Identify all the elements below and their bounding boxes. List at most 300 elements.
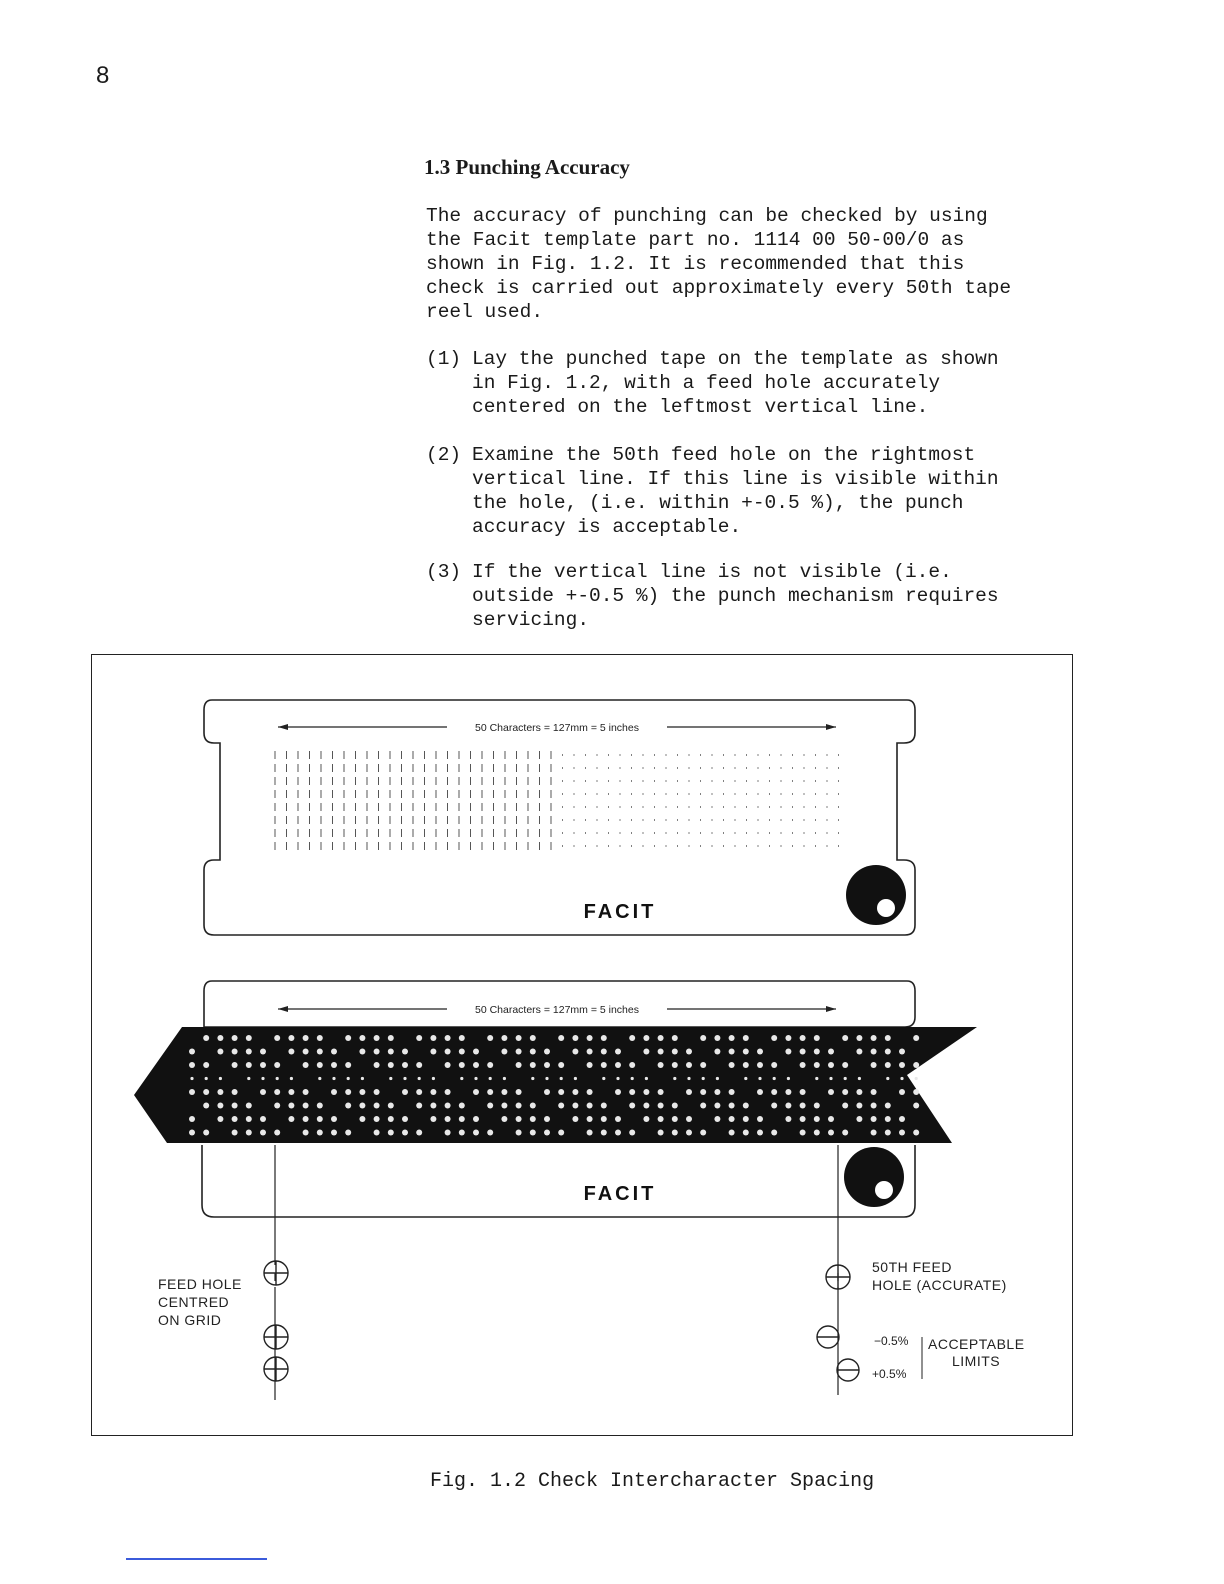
tape-hole [530,1049,536,1055]
tape-hole [260,1062,266,1068]
tape-hole [232,1035,238,1041]
tape-hole [374,1130,380,1136]
fiftieth-hole-label: 50TH FEED [872,1259,952,1275]
tape-hole [189,1130,195,1136]
tape-hole [771,1089,777,1095]
intro-line: shown in Fig. 1.2. It is recommended that this [426,253,965,275]
tape-hole [473,1049,479,1055]
step-line: Lay the punched tape on the template as shown [472,348,999,370]
tape-hole [714,1089,720,1095]
tape-hole [402,1062,408,1068]
tape-hole [501,1089,507,1095]
tape-hole [587,1089,593,1095]
punched-tape [134,1027,977,1143]
tape-hole [771,1035,777,1041]
tape-hole [700,1062,706,1068]
tape-hole [814,1130,820,1136]
tape-hole [558,1035,564,1041]
tape-hole [572,1089,578,1095]
tape-hole [601,1103,607,1109]
tape-hole [459,1062,465,1068]
tape-hole [899,1089,905,1095]
tape-hole [416,1062,422,1068]
tape-hole [189,1116,195,1122]
tape-hole [785,1089,791,1095]
tape-hole [587,1049,593,1055]
tape-hole [260,1089,266,1095]
tape-hole [687,1077,690,1080]
tape-hole [219,1077,222,1080]
tape-hole [785,1116,791,1122]
tape-hole [530,1116,536,1122]
tape-hole [290,1077,293,1080]
tape-hole [388,1049,394,1055]
tape-hole [743,1116,749,1122]
tape-hole [388,1062,394,1068]
tape-hole [856,1089,862,1095]
step-number: (3) [426,561,462,583]
tape-hole [388,1103,394,1109]
tape-hole [430,1049,436,1055]
tape-hole [643,1116,649,1122]
feed-hole-label: ON GRID [158,1312,222,1328]
tape-hole [474,1077,477,1080]
tape-hole [771,1130,777,1136]
tape-hole [203,1130,209,1136]
tape-hole [716,1077,719,1080]
tape-hole [274,1062,280,1068]
tape-hole [388,1116,394,1122]
tape-hole [303,1130,309,1136]
tape-hole [359,1035,365,1041]
tape-hole [489,1077,492,1080]
tape-hole [317,1103,323,1109]
step-line: servicing. [472,609,590,631]
tape-hole [558,1130,564,1136]
step-line: Examine the 50th feed hole on the rightmost [472,444,976,466]
tape-hole [757,1116,763,1122]
tape-hole [246,1116,252,1122]
tape-hole [700,1035,706,1041]
minus-limit-symbol-icon [817,1326,839,1348]
tape-hole [814,1035,820,1041]
tape-hole [828,1049,834,1055]
tape-hole [814,1049,820,1055]
tape-hole [615,1062,621,1068]
tape-hole [842,1103,848,1109]
tape-hole [815,1077,818,1080]
tape-hole [217,1103,223,1109]
tape-hole [459,1130,465,1136]
tape-hole [871,1049,877,1055]
tape-hole [842,1089,848,1095]
tape-hole [700,1130,706,1136]
tape-hole [530,1130,536,1136]
tape-hole [402,1089,408,1095]
tape-hole [899,1062,905,1068]
tape-hole [686,1049,692,1055]
tape-hole [516,1049,522,1055]
tape-hole [317,1049,323,1055]
tape-hole [487,1103,493,1109]
tape-hole [744,1077,747,1080]
tape-hole [913,1089,919,1095]
tape-hole [331,1089,337,1095]
tape-hole [332,1077,335,1080]
tape-hole [629,1062,635,1068]
intro-line: reel used. [426,301,544,323]
tape-hole [359,1103,365,1109]
tape-hole [729,1062,735,1068]
tape-hole [757,1089,763,1095]
tape-hole [714,1116,720,1122]
tape-hole [800,1062,806,1068]
tape-hole [856,1116,862,1122]
tape-hole [871,1035,877,1041]
step-number: (2) [426,444,462,466]
tape-hole [913,1103,919,1109]
tape-hole [189,1089,195,1095]
tape-hole [616,1077,619,1080]
tape-hole [885,1049,891,1055]
tape-hole [856,1049,862,1055]
tape-hole [402,1130,408,1136]
tape-hole [403,1077,406,1080]
tape-hole [274,1089,280,1095]
tape-hole [587,1062,593,1068]
tape-hole [303,1049,309,1055]
tape-hole [714,1035,720,1041]
tape-hole [814,1116,820,1122]
template-grid [275,751,839,850]
fiftieth-hole-symbol-icon [826,1265,850,1289]
tape-hole [572,1049,578,1055]
tape-hole [430,1035,436,1041]
tape-hole [757,1062,763,1068]
tape-hole [602,1077,605,1080]
tape-hole [445,1130,451,1136]
tape-hole [544,1116,550,1122]
tape-hole [388,1035,394,1041]
tape-hole [601,1130,607,1136]
tape-hole [899,1130,905,1136]
tape-hole [587,1130,593,1136]
tape-hole [885,1035,891,1041]
tape-hole [501,1103,507,1109]
tape-hole [758,1077,761,1080]
tape-hole [900,1077,903,1080]
tape-hole [601,1116,607,1122]
tape-hole [530,1062,536,1068]
tape-hole [601,1049,607,1055]
feed-hole-label: CENTRED [158,1294,230,1310]
tape-hole [615,1089,621,1095]
tape-hole [544,1130,550,1136]
tape-hole [672,1049,678,1055]
tape-hole [459,1035,465,1041]
tape-hole [317,1062,323,1068]
tape-hole [558,1062,564,1068]
tape-hole [374,1089,380,1095]
tape-hole [658,1130,664,1136]
tape-hole [205,1077,208,1080]
step-line: the hole, (i.e. within +-0.5 %), the punch [472,492,964,514]
tape-hole [673,1077,676,1080]
tape-hole [460,1077,463,1080]
section-title: 1.3 Punching Accuracy [424,155,630,179]
tape-hole [702,1077,705,1080]
tape-hole [232,1103,238,1109]
tape-hole [771,1103,777,1109]
tape-hole [757,1130,763,1136]
tape-hole [203,1062,209,1068]
tape-hole [317,1116,323,1122]
tape-hole [416,1103,422,1109]
tape-hole [800,1130,806,1136]
tape-hole [560,1077,563,1080]
tape-hole [743,1035,749,1041]
feed-hole-label: FEED HOLE [158,1276,242,1292]
step-line: in Fig. 1.2, with a feed hole accurately [472,372,941,394]
tape-hole [856,1035,862,1041]
acceptable-limits-label: ACCEPTABLE [928,1336,1025,1352]
knob-icon [846,865,906,925]
tape-hole [871,1103,877,1109]
tape-hole [288,1103,294,1109]
tape-hole [729,1049,735,1055]
tape-hole [743,1130,749,1136]
tape-hole [771,1062,777,1068]
tape-hole [885,1116,891,1122]
tape-hole [871,1089,877,1095]
tape-hole [501,1035,507,1041]
tape-hole [615,1130,621,1136]
tape-hole [913,1062,919,1068]
tape-hole [885,1130,891,1136]
tape-hole [345,1130,351,1136]
tape-hole [189,1062,195,1068]
tape-hole [686,1116,692,1122]
tape-hole [871,1116,877,1122]
tape-hole [785,1103,791,1109]
tape-hole [844,1077,847,1080]
tape-hole [388,1130,394,1136]
tape-hole [261,1077,264,1080]
tape-hole [303,1089,309,1095]
tape-hole [800,1035,806,1041]
plus-limit-label: +0.5% [872,1367,907,1381]
tape-hole [700,1103,706,1109]
tape-hole [558,1089,564,1095]
tape-hole [459,1049,465,1055]
tape-hole [416,1130,422,1136]
tape-hole [247,1077,250,1080]
tape-hole [246,1062,252,1068]
tape-hole [631,1077,634,1080]
figure-1-2 [91,654,1073,1436]
tape-hole [658,1035,664,1041]
tape-hole [643,1035,649,1041]
tape-hole [686,1130,692,1136]
tape-hole [828,1130,834,1136]
tape-hole [785,1035,791,1041]
tape-hole [246,1130,252,1136]
tape-hole [743,1103,749,1109]
tape-hole [459,1103,465,1109]
brand-logo: FACIT [583,901,657,923]
intro-paragraph [426,204,1046,324]
tape-hole [418,1077,421,1080]
intro-line: the Facit template part no. 1114 00 50-00/0 as [426,229,965,251]
feed-hole-symbol-icon [264,1261,288,1285]
tape-hole [487,1089,493,1095]
tape-hole [544,1062,550,1068]
tape-hole [516,1089,522,1095]
tape-hole [331,1062,337,1068]
tape-hole [274,1035,280,1041]
step-line: vertical line. If this line is visible within [472,468,999,490]
tape-hole [700,1089,706,1095]
tape-hole [232,1089,238,1095]
tape-hole [858,1077,861,1080]
tape-hole [842,1130,848,1136]
tape-hole [658,1116,664,1122]
template-outline-bottom-lower [202,1145,915,1217]
tape-hole [899,1049,905,1055]
tape-hole [445,1062,451,1068]
tape-hole [530,1035,536,1041]
tape-hole [686,1062,692,1068]
tape-hole [800,1089,806,1095]
tape-hole [601,1062,607,1068]
tape-hole [217,1049,223,1055]
tape-hole [601,1035,607,1041]
tape-hole [658,1049,664,1055]
tape-hole [246,1103,252,1109]
tape-hole [629,1103,635,1109]
tape-hole [899,1116,905,1122]
tape-hole [842,1035,848,1041]
tape-hole [842,1062,848,1068]
tape-hole [829,1077,832,1080]
tape-hole [430,1089,436,1095]
tape-hole [871,1130,877,1136]
tape-hole [516,1130,522,1136]
tape-hole [572,1103,578,1109]
tape-hole [885,1103,891,1109]
tape-hole [331,1049,337,1055]
tape-hole [672,1116,678,1122]
tape-hole [530,1103,536,1109]
tape-hole [729,1116,735,1122]
tape-hole [615,1049,621,1055]
tape-hole [885,1062,891,1068]
tape-hole [303,1116,309,1122]
tape-hole [331,1116,337,1122]
blue-rule [126,1558,267,1560]
tape-hole [572,1116,578,1122]
tape-hole [645,1077,648,1080]
tape-hole [501,1116,507,1122]
tape-hole [587,1035,593,1041]
tape-hole [714,1049,720,1055]
tape-hole [913,1130,919,1136]
tape-hole [345,1062,351,1068]
tape-hole [232,1116,238,1122]
acceptable-limits-label: LIMITS [952,1353,1001,1369]
tape-hole [303,1035,309,1041]
page-number: 8 [96,62,110,89]
tape-hole [757,1049,763,1055]
tape-hole [643,1049,649,1055]
tape-hole [558,1103,564,1109]
feed-hole-symbol-icon [264,1325,288,1349]
tape-hole [359,1049,365,1055]
knob-icon [844,1147,904,1207]
tape-hole [445,1116,451,1122]
tape-hole [643,1089,649,1095]
tape-hole [445,1049,451,1055]
plus-limit-symbol-icon [837,1359,859,1381]
tape-hole [345,1035,351,1041]
tape-hole [800,1116,806,1122]
tape-hole [232,1049,238,1055]
tape-hole [374,1116,380,1122]
tape-hole [856,1103,862,1109]
tape-hole [260,1116,266,1122]
tape-hole [374,1049,380,1055]
tape-hole [203,1103,209,1109]
tape-hole [473,1130,479,1136]
dimension-label: 50 Characters = 127mm = 5 inches [474,722,640,734]
tape-hole [743,1062,749,1068]
tape-hole [232,1062,238,1068]
tape-hole [331,1130,337,1136]
tape-hole [402,1049,408,1055]
tape-hole [246,1035,252,1041]
tape-hole [574,1077,577,1080]
tape-hole [232,1130,238,1136]
tape-hole [288,1089,294,1095]
tape-hole [260,1049,266,1055]
tape-hole [487,1062,493,1068]
tape-hole [743,1049,749,1055]
tape-hole [374,1062,380,1068]
tape-hole [501,1049,507,1055]
tape-hole [402,1116,408,1122]
tape-hole [814,1062,820,1068]
tape-hole [430,1103,436,1109]
tape-hole [643,1103,649,1109]
tape-hole [672,1035,678,1041]
tape-hole [785,1049,791,1055]
tape-hole [658,1103,664,1109]
tape-hole [572,1035,578,1041]
tape-hole [473,1062,479,1068]
tape-hole [416,1089,422,1095]
tape-hole [288,1116,294,1122]
figure-drawing [92,655,1074,1437]
tape-hole [288,1049,294,1055]
step-line: outside +-0.5 %) the punch mechanism requires [472,585,999,607]
tape-hole [274,1130,280,1136]
tape-hole [587,1103,593,1109]
tape-hole [276,1077,279,1080]
tape-hole [672,1103,678,1109]
tape-hole [672,1130,678,1136]
intro-line: check is carried out approximately every 50th tape [426,277,1012,299]
template-outline-top [204,700,915,935]
